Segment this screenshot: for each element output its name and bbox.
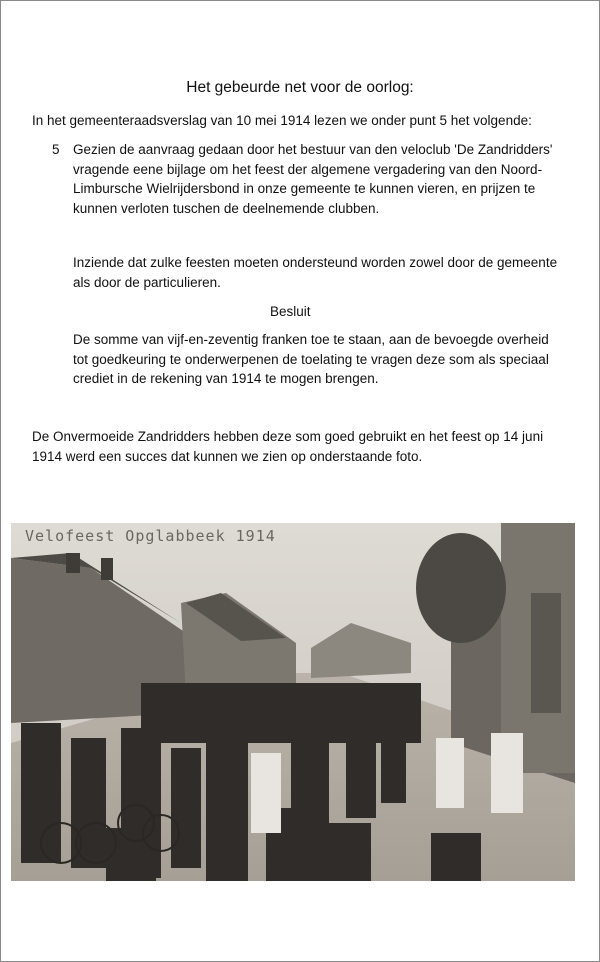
item-number: 5 (52, 142, 60, 157)
decision-label: Besluit (270, 304, 311, 319)
item-paragraph-2: Inziende dat zulke feesten moeten ondersteund worden zowel door de gemeente als door de particulieren. (73, 255, 558, 290)
item-paragraph-1: Gezien de aanvraag gedaan door het bestuur van den veloclub 'De Zandridders' vragende eene bijlage om het feest der algemene vergadering van den Noord-Limbursche Wielrijdersbond in onze gemeente te kunnen vieren, en prijzen te kunnen verloten tuschen de deelnemende clubben. (73, 142, 553, 216)
closing-text: De Onvermoeide Zandridders hebben deze som goed gebruikt en het feest op 14 juni 1914 werd een succes dat kunnen we zien op onderstaande foto. (32, 429, 544, 464)
historic-photo (11, 523, 575, 881)
page-title: Het gebeurde net voor de oorlog: (186, 79, 414, 96)
item-paragraph-3: De somme van vijf-en-zeventig franken toe te staan, aan de bevoegde overheid tot goedkeuring te onderwerpenen de toelating te vragen deze som als speciaal crediet in de rekening van 1914 te mogen brengen. (73, 332, 549, 386)
photo-illustration (11, 523, 575, 881)
photo-caption: Velofeest Opglabbeek 1914 (25, 527, 276, 545)
intro-text: In het gemeenteraadsverslag van 10 mei 1914 lezen we onder punt 5 het volgende: (32, 113, 532, 128)
